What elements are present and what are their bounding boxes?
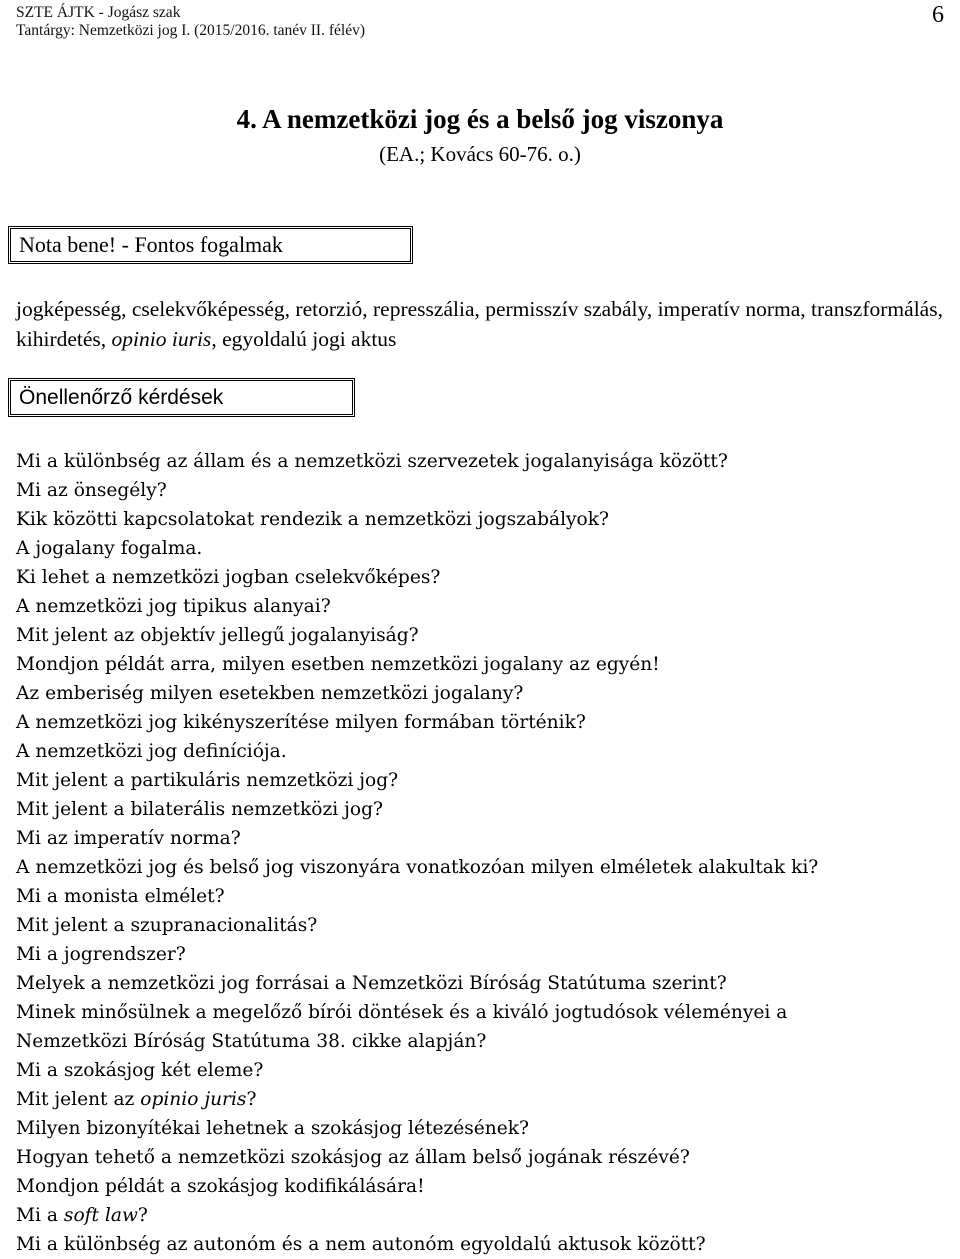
page-number: 6 <box>932 2 944 28</box>
question-item: Mi a szokásjog két eleme? <box>16 1060 264 1081</box>
nota-bene-heading <box>8 226 413 264</box>
question-item: A nemzetközi jog tipikus alanyai? <box>16 596 331 617</box>
question-item <box>16 1085 948 1114</box>
question-item: Mit jelent a szupranacionalitás? <box>16 915 318 936</box>
question-item: Mi a különbség az állam és a nemzetközi szervezetek jogalanyisága között? <box>16 451 728 472</box>
question-text: Mit jelent az <box>16 1089 141 1110</box>
question-item: Kik közötti kapcsolatokat rendezik a nemzetközi jogszabályok? <box>16 509 609 530</box>
question-item: Az emberiség milyen esetekben nemzetközi jogalany? <box>16 683 524 704</box>
chapter-subtitle: (EA.; Kovács 60-76. o.) <box>379 142 581 166</box>
question-text-end: ? <box>246 1089 257 1110</box>
question-item: A nemzetközi jog és belső jog viszonyára vonatkozóan milyen elméletek alakultak ki? <box>16 857 819 878</box>
self-check-label: Önellenőrző kérdések <box>19 386 224 409</box>
header-line-1: SZTE ÁJTK - Jogász szak <box>16 4 181 21</box>
concepts-text-2: , egyoldalú jogi aktus <box>211 327 397 351</box>
question-item: Mi az imperatív norma? <box>16 828 241 849</box>
question-item: A nemzetközi jog kikényszerítése milyen formában történik? <box>16 712 586 733</box>
key-concepts <box>16 294 948 354</box>
question-item: Nemzetközi Bíróság Statútuma 38. cikke alapján? <box>16 1031 487 1052</box>
question-item: Ki lehet a nemzetközi jogban cselekvőképes? <box>16 567 441 588</box>
nota-bene-label: Nota bene! - Fontos fogalmak <box>19 232 283 257</box>
question-item: Hogyan tehető a nemzetközi szokásjog az állam belső jogának részévé? <box>16 1147 690 1168</box>
question-item: Mondjon példát arra, milyen esetben nemzetközi jogalany az egyén! <box>16 654 660 675</box>
question-item: Melyek a nemzetközi jog forrásai a Nemzetközi Bíróság Statútuma szerint? <box>16 973 727 994</box>
question-item: Mondjon példát a szokásjog kodifikálására! <box>16 1176 425 1197</box>
question-item <box>16 1201 948 1230</box>
header-line-2: Tantárgy: Nemzetközi jog I. (2015/2016. tanév II. félév) <box>16 22 365 39</box>
question-item: A jogalany fogalma. <box>16 538 203 559</box>
question-item: Mit jelent a bilaterális nemzetközi jog? <box>16 799 383 820</box>
question-italic-term: opinio juris <box>140 1089 247 1110</box>
question-item: Mi a jogrendszer? <box>16 944 186 965</box>
chapter-title: 4. A nemzetközi jog és a belső jog viszonya <box>236 104 724 134</box>
concepts-italic: opinio iuris <box>111 327 212 351</box>
question-item: Mit jelent az objektív jellegű jogalanyiság? <box>16 625 419 646</box>
self-check-heading <box>8 378 355 417</box>
question-item: Mi az önsegély? <box>16 480 167 501</box>
page-header <box>16 4 365 40</box>
question-list <box>16 447 948 1259</box>
question-italic-term: soft law <box>63 1205 138 1226</box>
question-item: Milyen bizonyítékai lehetnek a szokásjog létezésének? <box>16 1118 530 1139</box>
question-item: Mi a monista elmélet? <box>16 886 225 907</box>
question-item: Mit jelent a partikuláris nemzetközi jog? <box>16 770 399 791</box>
question-item: A nemzetközi jog definíciója. <box>16 741 287 762</box>
concepts-text-1: jogképesség, cselekvőképesség, retorzió, represszália, permisszív szabály, imperatív norma, transzformálás, kihirdetés, <box>16 297 943 351</box>
question-text: Mi a <box>16 1205 64 1226</box>
question-item: Mi a különbség az autonóm és a nem autonóm egyoldalú aktusok között? <box>16 1234 706 1255</box>
question-text-end: ? <box>137 1205 148 1226</box>
question-item: Minek minősülnek a megelőző bírói döntések és a kiváló jogtudósok véleményei a <box>16 1002 788 1023</box>
